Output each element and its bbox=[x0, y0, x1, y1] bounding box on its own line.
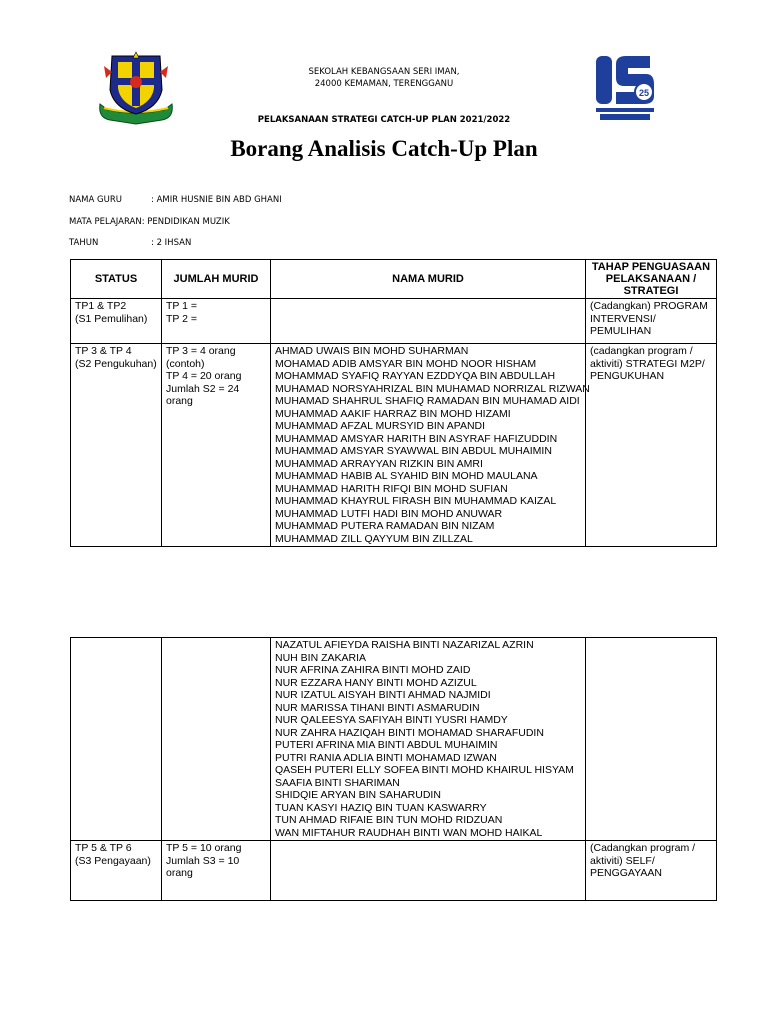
plan-title: PELAKSANAAN STRATEGI CATCH-UP PLAN 2021/2022 bbox=[257, 115, 511, 125]
tahun-value: : 2 IHSAN bbox=[151, 238, 192, 248]
guru-label: NAMA GURU bbox=[69, 195, 122, 205]
list-item: NUR AFRINA ZAHIRA BINTI MOHD ZAID bbox=[275, 664, 471, 676]
list-item: MUHAMMAD AFZAL MURSYID BIN APANDI bbox=[275, 420, 486, 432]
list-item: NUR EZZARA HANY BINTI MOHD AZIZUL bbox=[275, 676, 477, 689]
list-item: QASEH PUTERI ELLY SOFEA BINTI MOHD KHAIRUL HISYAM bbox=[275, 764, 574, 776]
list-item: SHIDQIE ARYAN BIN SAHARUDIN bbox=[275, 789, 441, 801]
list-item: MUHAMMAD KHAYRUL FIRASH BIN MUHAMMAD KAIZAL bbox=[275, 495, 557, 507]
status-cell bbox=[71, 638, 162, 841]
tahap-cell bbox=[586, 638, 717, 841]
list-item: MUHAMMAD PUTERA RAMADAN BIN NIZAM bbox=[275, 520, 495, 532]
list-item: NUR ZAHRA HAZIQAH BINTI MOHAMAD SHARAFUDIN bbox=[275, 726, 544, 739]
list-item: NUR IZATUL AISYAH BINTI AHMAD NAJMIDI bbox=[275, 689, 491, 701]
list-item: SAAFIA BINTI SHARIMAN bbox=[275, 776, 400, 789]
page-title: Borang Analisis Catch-Up Plan bbox=[230, 136, 538, 161]
list-item: MOHAMMAD SYAFIQ RAYYAN EZDDYQA BIN ABDULLAH bbox=[275, 370, 556, 382]
status-cell: TP1 & TP2 (S1 Pemulihan) bbox=[71, 299, 162, 344]
list-item: MUHAMMAD HARITH RIFQI BIN MOHD SUFIAN bbox=[275, 482, 508, 495]
header-jumlah: JUMLAH MURID bbox=[162, 260, 271, 299]
list-item: NUH BIN ZAKARIA bbox=[275, 651, 367, 664]
status-cell: TP 5 & TP 6 (S3 Pengayaan) bbox=[71, 841, 162, 901]
names-cell bbox=[271, 841, 586, 901]
list-item: WAN MIFTAHUR RAUDHAH BINTI WAN MOHD HAIKAL bbox=[275, 826, 543, 839]
table-row bbox=[71, 299, 717, 344]
list-item: MUHAMMAD AAKIF HARRAZ BIN MOHD HIZAMI bbox=[275, 407, 511, 420]
subjek-value: : PENDIDIKAN MUZIK bbox=[141, 217, 230, 227]
logo-number: 25 bbox=[638, 88, 650, 98]
list-item: MUHAMAD NORSYAHRIZAL BIN MUHAMAD NORRIZAL RIZWAN bbox=[275, 382, 590, 395]
names-cell bbox=[271, 344, 590, 547]
names-cell bbox=[271, 299, 586, 344]
subjek-label: MATA PELAJARAN bbox=[69, 217, 142, 227]
list-item: MUHAMAD SHAHRUL SHAFIQ RAMADAN BIN MUHAMAD AIDI bbox=[275, 395, 580, 407]
tahap-cell: (cadangkan program / aktiviti) STRATEGI M2P/ PENGUKUHAN bbox=[586, 344, 717, 547]
list-item: PUTERI AFRINA MIA BINTI ABDUL MUHAIMIN bbox=[275, 739, 498, 751]
school-address bbox=[0, 66, 768, 90]
list-item: AHMAD UWAIS BIN MOHD SUHARMAN bbox=[275, 345, 469, 357]
list-item: MUHAMMAD HABIB AL SYAHID BIN MOHD MAULANA bbox=[275, 470, 538, 482]
info-guru bbox=[69, 195, 282, 205]
tahap-cell: (Cadangkan program / aktiviti) SELF/ PENGGAYAAN bbox=[586, 841, 717, 901]
list-item: MUHAMMAD LUTFI HADI BIN MOHD ANUWAR bbox=[275, 507, 503, 520]
list-item: MUHAMMAD AMSYAR SYAWWAL BIN ABDUL MUHAIMIN bbox=[275, 445, 552, 457]
list-item: PUTRI RANIA ADLIA BINTI MOHAMAD IZWAN bbox=[275, 751, 497, 764]
status-cell: TP 3 & TP 4 (S2 Pengukuhan) bbox=[71, 344, 162, 547]
list-item: MOHAMAD ADIB AMSYAR BIN MOHD NOOR HISHAM bbox=[275, 357, 537, 370]
jumlah-cell bbox=[162, 638, 271, 841]
header-nama: NAMA MURID bbox=[271, 260, 586, 299]
header-tahap: TAHAP PENGUASAAN PELAKSANAAN / STRATEGI bbox=[586, 260, 717, 299]
tahun-label: TAHUN bbox=[69, 238, 99, 248]
jumlah-cell: TP 1 = TP 2 = bbox=[162, 299, 271, 344]
table-row bbox=[71, 841, 717, 901]
guru-value: : AMIR HUSNIE BIN ABD GHANI bbox=[151, 195, 282, 205]
list-item: MUHAMMAD ARRAYYAN RIZKIN BIN AMRI bbox=[275, 457, 483, 470]
names-cell bbox=[271, 638, 586, 841]
info-subjek bbox=[69, 217, 230, 227]
school-name: SEKOLAH KEBANGSAAN SERI IMAN, bbox=[308, 67, 460, 77]
list-item: NUR MARISSA TIHANI BINTI ASMARUDIN bbox=[275, 701, 480, 714]
analysis-table bbox=[70, 259, 717, 547]
list-item: MUHAMMAD AMSYAR HARITH BIN ASYRAF HAFIZUDDIN bbox=[275, 432, 558, 445]
table-row bbox=[71, 638, 717, 841]
list-item: NUR QALEESYA SAFIYAH BINTI YUSRI HAMDY bbox=[275, 714, 508, 726]
info-tahun bbox=[69, 238, 191, 248]
header-status: STATUS bbox=[71, 260, 162, 299]
tahap-cell: (Cadangkan) PROGRAM INTERVENSI/ PEMULIHAN bbox=[586, 299, 717, 344]
jumlah-cell: TP 3 = 4 orang (contoh) TP 4 = 20 orang Jumlah S2 = 24 orang bbox=[162, 344, 271, 547]
table-row bbox=[71, 344, 717, 547]
list-item: MUHAMMAD ZILL QAYYUM BIN ZILLZAL bbox=[275, 532, 473, 545]
school-location: 24000 KEMAMAN, TERENGGANU bbox=[314, 79, 454, 89]
jumlah-cell: TP 5 = 10 orang Jumlah S3 = 10 orang bbox=[162, 841, 271, 901]
list-item: TUAN KASYI HAZIQ BIN TUAN KASWARRY bbox=[275, 801, 487, 814]
list-item: NAZATUL AFIEYDA RAISHA BINTI NAZARIZAL AZRIN bbox=[275, 639, 534, 651]
list-item: TUN AHMAD RIFAIE BIN TUN MOHD RIDZUAN bbox=[275, 814, 503, 826]
analysis-table-continued bbox=[70, 637, 717, 901]
